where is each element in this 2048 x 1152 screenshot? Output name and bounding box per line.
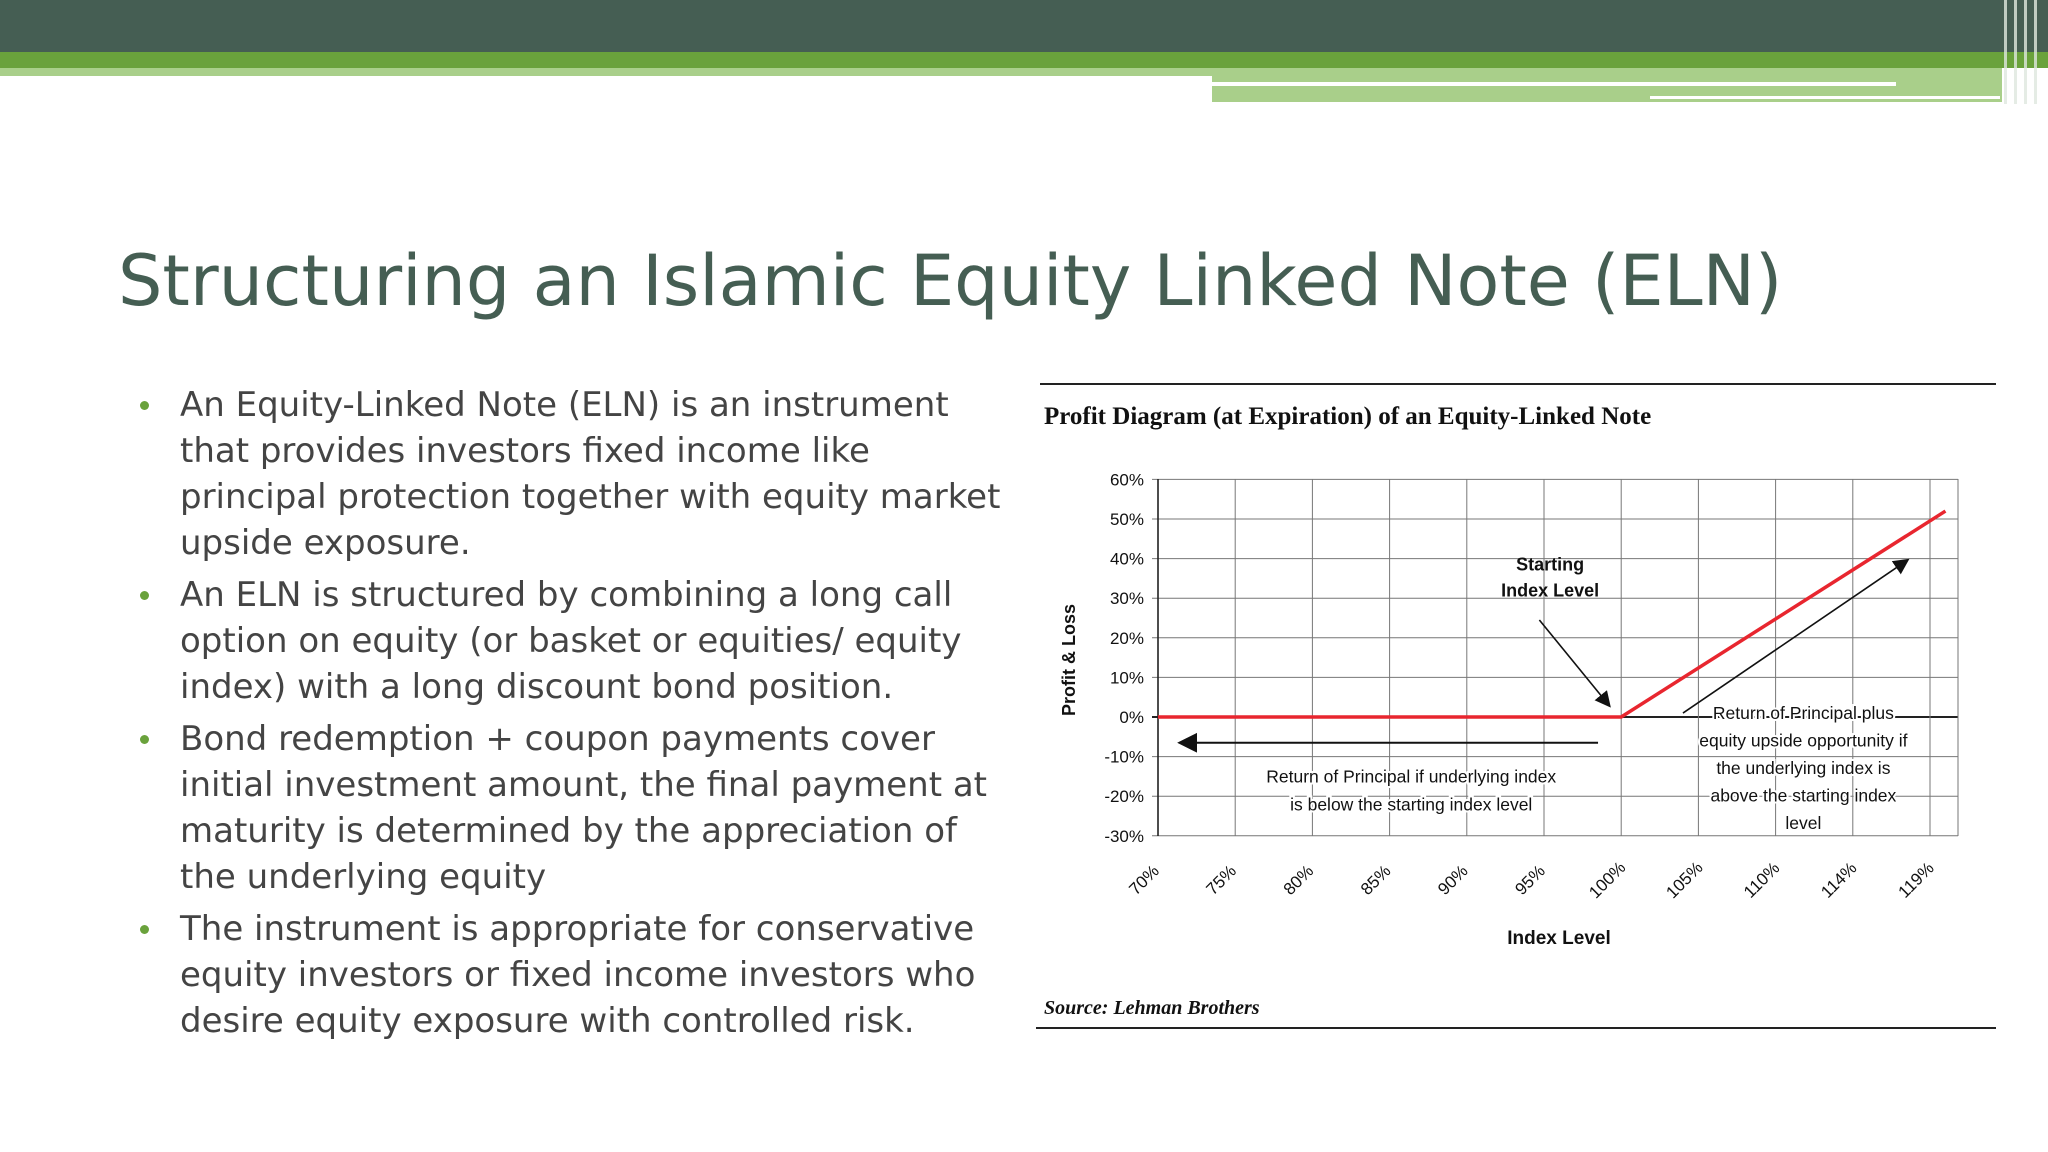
y-tick-label: 50% <box>1109 510 1144 529</box>
chart-annotation-line: Starting <box>1516 554 1585 575</box>
bullet-dot-icon <box>140 401 149 410</box>
bullet-dot-icon <box>140 925 149 934</box>
bullet-dot-icon <box>140 591 149 600</box>
x-tick-label: 85% <box>1356 861 1395 899</box>
header-banner-stripes <box>1998 0 2048 104</box>
x-tick-label: 105% <box>1662 858 1707 903</box>
x-tick-label: 100% <box>1585 858 1630 903</box>
y-tick-label: 60% <box>1109 470 1144 490</box>
y-tick-label: -20% <box>1104 787 1144 807</box>
bullet-text: An Equity-Linked Note (ELN) is an instrument that provides investors fixed income like principal protection together with equity market upside exposure. <box>180 385 1001 563</box>
bullet-item <box>130 382 1010 566</box>
y-tick-label: 20% <box>1109 628 1144 648</box>
y-tick-label: 0% <box>1119 708 1144 727</box>
upside-arrow-icon <box>1683 561 1907 713</box>
x-tick-label: 80% <box>1279 861 1318 899</box>
header-banner-light-left <box>0 68 1212 76</box>
chart-annotation-line: Return of Principal plus <box>1712 702 1894 723</box>
chart-annotation-line: above the starting index <box>1710 785 1897 806</box>
chart-annotation-line: level <box>1785 812 1822 833</box>
x-tick-label: 70% <box>1125 861 1163 899</box>
bullet-list <box>130 382 1010 1050</box>
starting-index-arrow-icon <box>1539 620 1608 705</box>
header-banner-dark <box>0 0 2048 52</box>
slide-title: Structuring an Islamic Equity Linked Note (ELN) <box>118 240 1783 322</box>
chart-annotation-line: equity upside opportunity if <box>1699 730 1908 751</box>
x-tick-label: 119% <box>1894 858 1938 902</box>
chart-annotation-line: Return of Principal if underlying index <box>1266 766 1557 787</box>
bullet-dot-icon <box>140 735 149 744</box>
chart-title: Profit Diagram (at Expiration) of an Equity-Linked Note <box>1044 403 1652 430</box>
y-tick-label: -10% <box>1104 747 1144 767</box>
x-tick-label: 114% <box>1817 858 1861 902</box>
y-tick-label: 40% <box>1109 549 1144 569</box>
bullet-text: The instrument is appropriate for conservative equity investors or fixed income investors who desire equity exposure with controlled risk. <box>180 909 976 1041</box>
x-tick-label: 75% <box>1202 861 1241 899</box>
bullet-item <box>130 716 1010 900</box>
chart-annotation-line: Index Level <box>1501 580 1600 601</box>
bullet-item <box>130 572 1010 710</box>
bullet-item <box>130 906 1010 1044</box>
bullet-text: An ELN is structured by combining a long call option on equity (or basket or equities/ equity index) with a long discount bond position. <box>180 575 962 707</box>
x-tick-label: 95% <box>1511 861 1549 899</box>
chart-annotation-line: the underlying index is <box>1716 757 1891 778</box>
header-banner-line <box>1212 82 1896 86</box>
bullet-text: Bond redemption + coupon payments cover initial investment amount, the final payment at maturity is determined by the appreciation of the underlying equity <box>180 719 988 897</box>
y-axis-label: Profit & Loss <box>1059 603 1079 717</box>
profit-diagram-chart <box>1030 378 2030 1038</box>
y-tick-label: 10% <box>1109 668 1144 688</box>
chart-source: Source: Lehman Brothers <box>1044 997 1260 1019</box>
chart-annotation-line: is below the starting index level <box>1290 794 1533 815</box>
y-tick-label: -30% <box>1104 826 1144 846</box>
header-banner-green <box>0 52 2048 68</box>
x-tick-label: 90% <box>1434 861 1472 899</box>
x-tick-label: 110% <box>1740 858 1784 902</box>
x-axis-label: Index Level <box>1507 928 1611 949</box>
header-banner-line-2 <box>1650 96 2000 99</box>
profit-diagram-figure <box>1030 378 2030 1038</box>
y-tick-label: 30% <box>1109 589 1144 609</box>
